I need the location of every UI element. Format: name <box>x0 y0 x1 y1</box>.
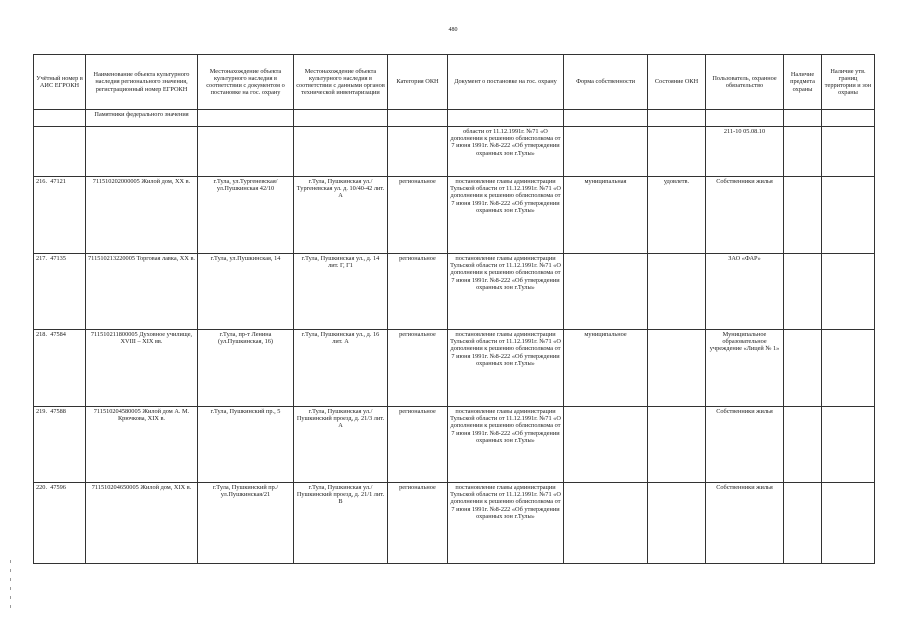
column-header: Категория ОКН <box>388 55 448 110</box>
location-tech-cell: г.Тула, Пушкинская ул./ Пушкинский проезд, д. 21/1 лит. В <box>294 483 388 564</box>
table-row <box>34 407 875 483</box>
table-subheader-row <box>34 110 875 127</box>
subject-cell <box>784 407 822 483</box>
location-tech-cell: г.Тула, Пушкинская ул., д. 16 лит. А <box>294 330 388 407</box>
ownership-cell: муниципальная <box>564 177 648 254</box>
state-cell <box>648 254 706 330</box>
borders-cell <box>822 407 875 483</box>
record-number-cell <box>34 407 86 483</box>
row-number: 219. <box>36 408 48 415</box>
record-id: 47135 <box>50 255 66 262</box>
ownership-cell <box>564 407 648 483</box>
location-doc-cell: г.Тула, Пушкинский пр./ул.Пушкинская/21 <box>198 483 294 564</box>
user-cell: Собственники жилья <box>706 177 784 254</box>
object-name-cell: 711510202000005 Жилой дом, XX в. <box>86 177 198 254</box>
column-header: Наименование объекта культурного наследия регионального значения, регистрационный номер ЕГРОКН <box>86 55 198 110</box>
section-subheader: Памятники федерального значения <box>86 110 198 127</box>
document-cell: постановление главы администрации Тульской области от 11.12.1991г. №71 «О дополнении к решению облисполкома от 7 июня 1991г. №8-222 «Об утверждении охранных зон г.Тулы» <box>448 483 564 564</box>
subject-cell <box>784 330 822 407</box>
user-cell: 211-10 05.08.10 <box>706 127 784 177</box>
record-id: 47588 <box>50 408 66 415</box>
column-header: Наличие предмета охраны <box>784 55 822 110</box>
location-doc-cell: г.Тула, пр-т Ленина (ул.Пушкинская, 16) <box>198 330 294 407</box>
document-cell: области от 11.12.1991г. №71 «О дополнении к решению облисполкома от 7 июня 1991г. №8-222 «Об утверждении охранных зон г.Тулы» <box>448 127 564 177</box>
category-cell: региональное <box>388 254 448 330</box>
location-doc-cell: г.Тула, ул.Тургеневская/ул.Пушкинская 42/10 <box>198 177 294 254</box>
location-tech-cell: г.Тула, Пушкинская ул., д. 14 лит. Г, Г1 <box>294 254 388 330</box>
object-name-cell: 711510204580005 Жилой дом А. М. Крючкова, XIX в. <box>86 407 198 483</box>
column-header: Местонахождение объекта культурного наследия в соответствии с документом о постановке на гос. охрану <box>198 55 294 110</box>
category-cell: региональное <box>388 483 448 564</box>
column-header: Состояние ОКН <box>648 55 706 110</box>
page-number: 480 <box>448 27 458 33</box>
state-cell: удовлетв. <box>648 177 706 254</box>
table-row <box>34 177 875 254</box>
heritage-registry-table <box>33 54 875 564</box>
table-header-row <box>34 55 875 110</box>
column-header: Документ о постановке на гос. охрану <box>448 55 564 110</box>
object-name-cell: 711510204650005 Жилой дом, XIX в. <box>86 483 198 564</box>
document-cell: постановление главы администрации Тульской области от 11.12.1991г. №71 «О дополнении к решению облисполкома от 7 июня 1991г. №8-222 «Об утверждении охранных зон г.Тулы» <box>448 330 564 407</box>
record-number-cell <box>34 330 86 407</box>
borders-cell <box>822 483 875 564</box>
ownership-cell <box>564 483 648 564</box>
document-cell: постановление главы администрации Тульской области от 11.12.1991г. №71 «О дополнении к решению облисполкома от 7 июня 1991г. №8-222 «Об утверждении охранных зон г.Тулы» <box>448 177 564 254</box>
row-number: 216. <box>36 178 48 185</box>
column-header: Форма собственности <box>564 55 648 110</box>
record-number-cell <box>34 254 86 330</box>
record-number-cell <box>34 483 86 564</box>
column-header: Учётный номер в АИС ЕГРОКН <box>34 55 86 110</box>
document-cell: постановление главы администрации Тульской области от 11.12.1991г. №71 «О дополнении к решению облисполкома от 7 июня 1991г. №8-222 «Об утверждении охранных зон г.Тулы» <box>448 254 564 330</box>
row-number: 217. <box>36 255 48 262</box>
table-row <box>34 330 875 407</box>
record-id: 47121 <box>50 178 66 185</box>
category-cell: региональное <box>388 330 448 407</box>
location-tech-cell: г.Тула, Пушкинская ул./ Тургеневская ул. д. 10/40-42 лит. А <box>294 177 388 254</box>
borders-cell <box>822 254 875 330</box>
user-cell: Муниципальное образовательное учреждение «Лицей № 1» <box>706 330 784 407</box>
column-header: Местонахождение объекта культурного наследия в соответствии с данными органов технической инвентаризации <box>294 55 388 110</box>
borders-cell <box>822 330 875 407</box>
document-cell: постановление главы администрации Тульской области от 11.12.1991г. №71 «О дополнении к решению облисполкома от 7 июня 1991г. №8-222 «Об утверждении охранных зон г.Тулы» <box>448 407 564 483</box>
column-header: Пользователь, охранное обязательство <box>706 55 784 110</box>
subject-cell <box>784 254 822 330</box>
user-cell: ЗАО «ФАР» <box>706 254 784 330</box>
category-cell: региональное <box>388 177 448 254</box>
row-number: 220. <box>36 484 48 491</box>
table-row-continuation <box>34 127 875 177</box>
ownership-cell <box>564 254 648 330</box>
table-row <box>34 483 875 564</box>
location-tech-cell: г.Тула, Пушкинская ул./ Пушкинский проезд, д. 21/3 лит. А <box>294 407 388 483</box>
borders-cell <box>822 177 875 254</box>
state-cell <box>648 330 706 407</box>
location-doc-cell: г.Тула, ул.Пушкинская, 14 <box>198 254 294 330</box>
record-id: 47584 <box>50 331 66 338</box>
table-row <box>34 254 875 330</box>
record-id: 47596 <box>50 484 66 491</box>
user-cell: Собственники жилья <box>706 483 784 564</box>
state-cell <box>648 483 706 564</box>
subject-cell <box>784 177 822 254</box>
scan-margin-marks <box>10 560 14 620</box>
ownership-cell: муниципальное <box>564 330 648 407</box>
category-cell: региональное <box>388 407 448 483</box>
subject-cell <box>784 483 822 564</box>
location-doc-cell: г.Тула, Пушкинский пр., 5 <box>198 407 294 483</box>
column-header: Наличие утв. границ территории и зон охраны <box>822 55 875 110</box>
row-number: 218. <box>36 331 48 338</box>
record-number-cell <box>34 177 86 254</box>
object-name-cell: 711510213220005 Торговая лавка, XX в. <box>86 254 198 330</box>
object-name-cell: 711510211800005 Духовное училище, XVIII – XIX вв. <box>86 330 198 407</box>
user-cell: Собственники жилья <box>706 407 784 483</box>
state-cell <box>648 407 706 483</box>
